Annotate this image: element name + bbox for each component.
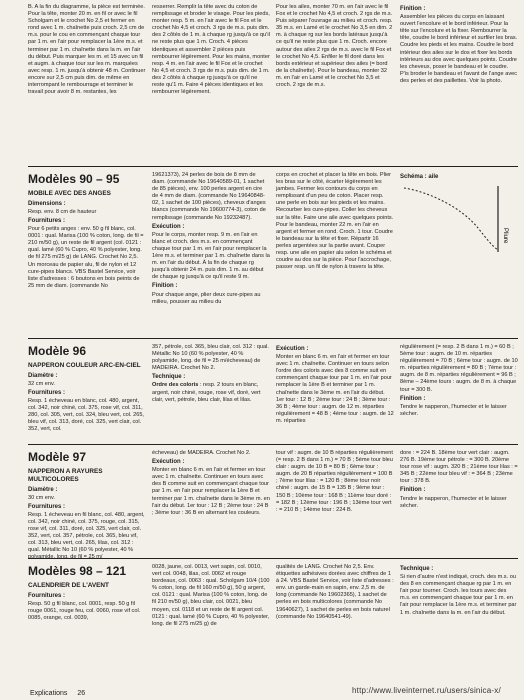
page-number: 26	[77, 690, 86, 697]
wing-outline	[404, 188, 498, 250]
text-column	[152, 4, 270, 97]
section-divider	[28, 166, 518, 167]
paragraph: Pour 6 petits anges : env. 50 g fil blanc, col. 0001 : qual. Marisa (100 % coton, long. de fil = 210 m/50 g), un reste de fil argent (col. 0121 : qual. lamé (60 % Cupro, 40 % polyester, long. de fil 275 m/25 g) de LANG. Crochet No 2,5. Un morceau de papier alu, fil de nylon et 12 cure-pipes blancs. VBS Bastel Service, voir liste d'adresses : 6 boutons en bois peints de 25 mm de diam. (commande No	[28, 226, 144, 289]
section-title: Modèles 90 – 95	[28, 172, 120, 186]
paragraph: Pour chaque ange, plier deux cure-pipes au milieu, pousser au milieu du	[152, 291, 261, 305]
paragraph: régulièrement (= resp. 2 B dans 1 m.) = 60 B ; 5ème tour : augm. de 10 m. réparties régulièrement = 70 B ; 6ème tour : augm. de 10 m. réparties régulièrement = 80 B ; 7ème tour : augm. de 8 m. réparties régulièrement = 96 B ; 8ème – 24ème tours : augm. de 8 m. à chaque tour = 300 B.	[400, 344, 518, 393]
text-column	[28, 344, 146, 435]
fold-label: Pliure	[502, 228, 508, 244]
footer-label: Explications	[30, 690, 68, 697]
section-title: Modèle 96	[28, 344, 87, 358]
paragraph: Resp. 50 g fil blanc, col. 0001, resp. 50 g fil rouge 0061, rouge feu, col. 0060, rose vif col. 0085, orange, col. 0039,	[28, 600, 141, 622]
paragraph: Resp. 1 écheveau en blanc, col. 480, argent, col. 342, noir chiné, col. 375, rose vif, col. 311, 280, col. 305, vert, col. 324, bleu vert, col. 265, bleu vif, col. 313, doré, col. 325, vert clair, col. 352, vert, col.	[28, 398, 144, 433]
text-column	[152, 564, 270, 629]
section-models-98-121	[28, 564, 518, 682]
paragraph: 19621373), 24 perles de bois de 8 mm de diam. (commande No 19640589-01, 1 sachet de 85 pièces), env. 100 perles argent en cire de 4 mm de diam. (commande No 19640848-02, 1 sachet de 100 pièces), cheveux d'anges blancs (commande No 19600774-3), coton de remplissage (commande No 19232487).	[152, 172, 266, 221]
paragraph: Si rien d'autre n'est indiqué, croch. des m.s. ou des 8 en commençant chaque rg par 1 m. en l'air pour tourner. Croch. les tours avec des m.s. en commençant chaque tour par 1 m. en l'air pour remplacer la 1ère m.s. et terminer par 1 m. chaînette dans la m. en l'air du début.	[400, 574, 517, 616]
supplies-label: Fournitures :	[28, 389, 65, 396]
paragraph: B. A la fin du diagramme, la pièce est terminée. Pour la tête, monter 20 m. en fil or avec le fil Scholgam et le crochet No 2,5 et fermer en rond avec 1 m. chaînette puis croch. 2,5 cm de m.s. pour le cou en commençant chaque tour par 1 m. en l'air pour remplacer la 1ère m.s. et terminer par 1 m. chaînette dans la m. en l'air du début. Puis marquer les m. et 15 avec un fil et augm. à chaque tour sur les m. marquées avec resp. 1 m. jusqu'à obtenir 48 m. Continuer encore sur 2,5 cm puis dim. de même en interrompant le rembourrage et terminer le travail pour avoir 8 m. restantes, les	[28, 4, 146, 96]
text-column	[276, 450, 394, 563]
watermark-url: http://www.liveinternet.ru/users/sinica-x/	[352, 686, 501, 695]
page-footer	[30, 690, 85, 697]
section-model-96	[28, 344, 518, 440]
text-column	[400, 450, 518, 563]
section-subtitle: CALENDRIER DE L'AVENT	[28, 582, 109, 589]
diameter-value: 32 cm env.	[28, 380, 55, 387]
paragraph: corps en crochet et placer la tête en bois. Plier les bras sur le côté, écarter légèrement les jambes. Fermer les contours du corps en remplissant d'un peu de coton. Placer resp. une perle en bois sur les pieds et les mains. Recourber les cure-pipes. Coller les cheveux sur la tête. Faire une aile avec quelques points. Pour le bandeau, monter 22 m. en l'air en argent et fermer en rond. Croch. 1 tour. Coudre le bandeau sur la tête et fixer. Répartir 16 perles argentées sur la partie avant. Couper resp. une aile en papier alu selon le schéma et coudre au dos sur la pièce. Pour l'accrochage, passer resp. un fil de nylon à travers la tête.	[276, 172, 394, 271]
paragraph: écheveau) de MADEIRA. Crochet No 2.	[152, 450, 251, 456]
section-title: Modèles 98 – 121	[28, 564, 127, 578]
text-column	[28, 450, 146, 563]
text-column	[276, 4, 394, 97]
text-column	[28, 172, 146, 307]
text-column	[400, 344, 518, 435]
finishing-label: Finition :	[400, 487, 426, 494]
diameter-label: Diamètre :	[28, 372, 58, 379]
paragraph: Tendre le napperon, l'humecter et le laisser sécher.	[400, 403, 507, 417]
section-title: Modèle 97	[28, 450, 87, 464]
color-order-text: : resp. 2 tours en blanc, argent, noir chiné, rouge, rose vif, doré, vert clair, vert, pétrole, bleu clair, lilas et lilas.	[152, 382, 261, 403]
paragraph: Resp. 1 écheveau en fil blanc, col. 480, argent, col. 342, noir chiné, col. 375, rouge, col. 315, rose vif, col. 311, doré, col. 325, vert clair, col. 352, vert, col. 357, pétrole, col. 365, bleu vif, col. 313, bleu vert, col. 265, lilas, col. 312 : qual. Métallic No 10 (60 % polyester, 40 %	[28, 511, 145, 554]
paragraph: Monter en blanc 6 m. en l'air et fermer en tour avec 1 m. chaînette. Continuer en tours avec des B comme suit en commençant chaque tour par 1 m. en l'air pour remplacer la 1ère B et terminer par 1 m. chaînette dans le 3ème m. en l'air du début. 1er tour : 12 B ; 2ème tour : 24 B ; 3ème tour : 36 B en alternant les couleurs.	[152, 467, 270, 516]
color-order-label: Ordre des coloris	[152, 382, 199, 389]
execution-label: Exécution :	[152, 459, 185, 466]
text-column	[152, 450, 270, 563]
diameter-label: Diamètre :	[28, 486, 58, 493]
supplies-label: Fournitures :	[28, 592, 65, 599]
technique-label: Technique :	[400, 566, 434, 572]
section-subtitle: NAPPERON COULEUR ARC-EN-CIEL	[28, 362, 141, 369]
text-column	[152, 172, 270, 307]
section-divider	[28, 558, 518, 559]
supplies-label: Fournitures :	[28, 217, 65, 224]
text-column	[400, 564, 518, 629]
finishing-label: Finition :	[152, 283, 178, 290]
text-column	[400, 4, 518, 97]
text-column	[28, 564, 146, 629]
text-column	[152, 344, 270, 435]
paragraph: resserrer. Remplir la tête avec du coton de remplissage et broder le visage. Pour les pieds, monter resp. 5 m. en l'air avec le fil Fox et le crochet No 4,5 et croch. 3 rgs de m.s. puis dim. des 2 côtés de 1 m. à chaque rg jusqu'à ce qu'il ne reste plus que 1 m. Croch. 4 pièces identiques et assembler 2 pièces puis rembourrer légèrement. Pour les mains, monter resp. 4 m. en l'air avec le fil Fox et le crochet No 4,5 et croch. 3 rgs de m.s. puis dim. de 1 m. des 2 côtés à chaque rg jusqu'à ce qu'il ne reste qu'1 m. Faire 4 pièces identiques et les rembourrer légèrement.	[152, 4, 270, 96]
paragraph: Monter en blanc 6 m. en l'air et fermer en tour avec 1 m. chaînette. Continuer en tours selon l'ordre des coloris avec des 8 comme suit en commençant chaque tour par 1 m. en l'air pour remplacer la 1ère B et terminer par 1 m. chaînette dans le 3ème m. en l'air du début. 1er tour : 12 B ; 2ème tour : 24 B ; 3ème tour : 36 B ; 4ème tour : augm. de 12 m. réparties régulièrement = 48 B ; 4ème tour : augm. de 12 m. réparties	[276, 354, 394, 424]
paragraph: 357, pétrole, col. 365, bleu clair, col. 312 : qual. Métallic No 10 (60 % polyester, 40 % polyamide, long. de fil = 25 m/écheveau) de MADEIRA. Crochet No 2.	[152, 344, 269, 372]
paragraph: qualités de LANG. Crochet No 2,5. Env. étiquettes adhésives dorées avec chiffres de 1 à 24. VBS Bastel Service, voir liste d'adresses : env. un garde-main en sapin, env. 2,5 m. de long (commande No 19602365), 1 sachet de perles en bois multicolores (commande No 19640627), 1 sachet de perles en bois naturel (commande No 19640541-49).	[276, 564, 394, 620]
text-column	[276, 344, 394, 435]
paragraph: dore : = 224 B. 18ème tour vert clair : augm. 276 B. 19ème tour pétrole : = 300 B. 20ème tour rose vif : augm. 320 B ; 21ème tour lilas : = 345 B ; 22ème tour bleu vif : = 364 B ; 23ème tour : 378 B.	[400, 450, 518, 485]
execution-label: Exécution :	[276, 346, 309, 352]
paragraph	[152, 382, 270, 403]
section-subtitle: NAPPERON A RAYURES MULTICOLORES	[28, 468, 103, 483]
dimensions-label: Dimensions :	[28, 200, 66, 207]
diameter-value: 30 cm env.	[28, 494, 55, 501]
finishing-label: Finition :	[400, 6, 426, 12]
paragraph: tour vif : augm. de 10 B réparties régulièrement (= resp. 2 B dans 1 m.) = 70 B ; 5ème tour bleu clair : augm. de 10 B = 80 B ; 6ème tour : augm. de 20 B réparties régulièrement = 100 B ; 7ème tour lilas : = 120 B ; 8ème tour noir chiné : augm. de 15 B = 135 B ; 9ème tour : 150 B ; 10ème tour : 168 B ; 11ème tour doré : = 182 B ; 12ème tour : 196 B ; 13ème tour vert : = 210 B ; 14ème tour : 224 B.	[276, 450, 393, 513]
paragraph: Pour les ailes, monter 70 m. en l'air avec le fil Fox et le crochet No 4,5 et croch. 2 rgs de m.s. Puis séparer l'ouvrage au milieu et croch. resp. 35 m.s. en Lamé et le crochet No 3,5 en dim. 2 m. à chaque rg sur les bords latéraux jusqu'à ce qu'il ne reste plus que 1 m. Croch. encore autour des ailes 2 rgs de m.s. avec le fil Fox et le crochet No 4,5. Enfiler le fil doré dans les bords extérieur et supérieur des ailes (= bord de la chaînette). Pour le bandeau, monter 32 m. en l'air en Lamé et le crochet No 3,5 et croch. 2 rgs de m.s.	[276, 4, 393, 89]
schema-label: Schéma : aile	[400, 174, 439, 180]
technique-label: Technique :	[152, 374, 186, 381]
wing-schema-diagram	[400, 182, 518, 256]
paragraph: Assembler les pièces du corps en laissant ouvert l'encolure et le bord inférieur. Pour la tête sur l'encolure et la fixer. Rembourrer la tête, coudre le bord inférieur et surfiler les bras. Coudre les pieds et les mains. Coudre le bord intérieur des ailes sur le dos et fixer les bords intérieurs au dos avec quelques points. Coudre les cheveux, poser le bandeau et le coudre. P'is broder le bandeau et l'avant de l'ange avec des perles et des paillettes. Voir la photo.	[400, 14, 518, 84]
execution-label: Exécution :	[152, 223, 185, 230]
section-divider	[28, 338, 518, 339]
dimensions-value: Resp. env. 8 cm de hauteur	[28, 208, 97, 215]
section-model-97	[28, 450, 518, 554]
finishing-label: Finition :	[400, 395, 426, 402]
text-column	[276, 564, 394, 629]
paragraph: Tendre le napperon, l'humecter et le laisser sécher.	[400, 495, 507, 509]
section-subtitle: MOBILE AVEC DES ANGES	[28, 190, 111, 197]
text-column	[28, 4, 146, 97]
supplies-label: Fournitures :	[28, 503, 65, 510]
paragraph: 0028, jaune, col. 0013, vert sapin, col. 0010, vert col. 0048, lilas, col. 0062 et rouge bordeaux, col. 0063 : qual. Scholgam 10/4 (100 % coton, long. de fil 160 m/50 g), 50 g argent, col. 0121 : qual. Marisa (100 % coton, long. de fil 210 m/50 g), bleu clair, col. 0021, bleu moyen, col. 0118 et un reste de fil argent col. 0121 : qual. lamé (60 % Cupro, 40 % polyester, long. de fil 275 m/25 g) de	[152, 564, 270, 627]
paragraph: Pour le corps, monter resp. 9 m. en l'air en blanc et croch. des m.s. en commençant chaque tour par 1 m. en l'air pour remplacer la 1ère m.s. et terminer par 1 m. chaînette dans la m. en l'air du début. À la fin de chaque rg jusqu'à obtenir 24 m. puis dim. 1 m. au début de chaque rg jusqu'à ce qu'il reste 9 m.	[152, 231, 270, 281]
section-continuation	[28, 4, 518, 162]
text-column	[276, 172, 394, 307]
section-divider	[28, 444, 518, 445]
